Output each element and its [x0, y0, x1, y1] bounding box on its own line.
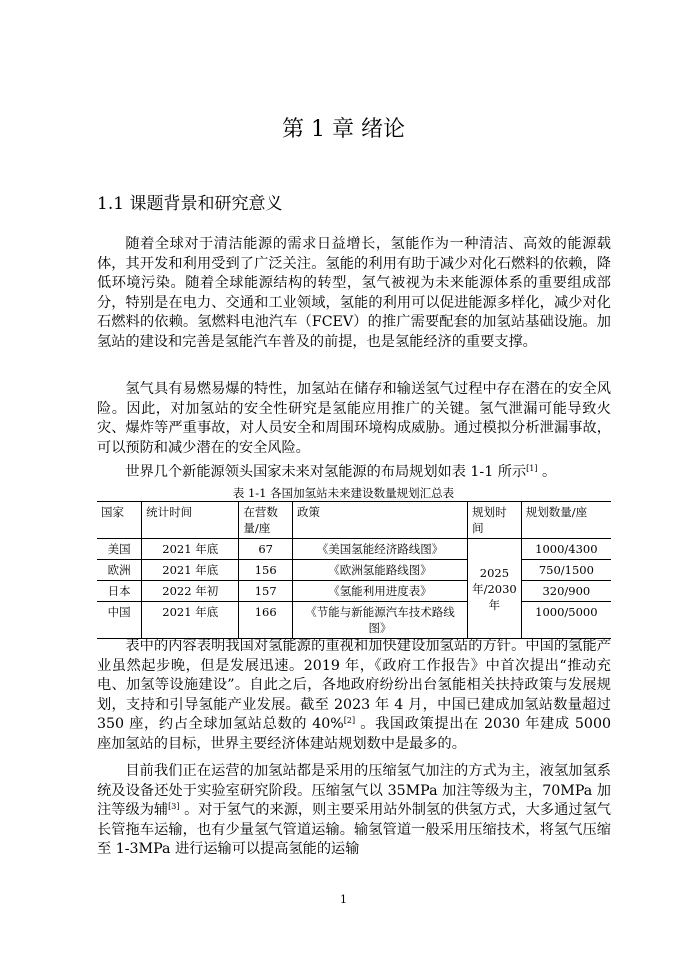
header-plan-time: 规划时间 — [468, 502, 522, 539]
table-row — [97, 602, 611, 639]
paragraph-background: 随着全球对于清洁能源的需求日益增长，氢能作为一种清洁、高效的能源载体，其开发和利用受到了广泛关注。氢能的利用有助于减少对化石燃料的依赖，降低环境污染。随着全球能源结构的转型，氢气被视为未来能源体系的重要组成部分，特别是在电力、交通和工业领域，氢能的利用可以促进能源多样化，减少对化石燃料的依赖。氢燃料电池汽车（FCEV）的推广需要配套的加氢站基础设施。加氢站的建设和完善是氢能汽车普及的前提，也是氢能经济的重要支撑。 — [97, 236, 611, 350]
table-row — [97, 560, 611, 581]
cell-operating-count: 157 — [239, 581, 293, 602]
cell-plan-year: 2025年/2030年 — [468, 539, 522, 639]
cell-operating-count: 166 — [239, 602, 293, 639]
cell-country: 中国 — [97, 602, 142, 639]
header-plan-count: 规划数量/座 — [521, 502, 611, 539]
paragraph-text: 。对于氢气的来源，则主要采用站外制氢的供氢方式，大多通过氢气长管拖车运输，也有少量氢气管道运输。输氢管道一般采用压缩技术，将氢气压缩至 1-3MPa 进行运输可以提高氢能的运输 — [97, 802, 611, 858]
cell-policy: 《美国氢能经济路线图》 — [293, 539, 468, 560]
paragraph-safety: 氢气具有易燃易爆的特性，加氢站在储存和输送氢气过程中存在潜在的安全风险。因此，对加氢站的安全性研究是氢能应用推广的关键。氢气泄漏可能导致火灾、爆炸等严重事故，对人员安全和周围环境构成威胁。通过模拟分析泄漏事故，可以预防和减少潜在的安全风险。 — [97, 381, 611, 456]
cell-policy: 《节能与新能源汽车技术路线图》 — [293, 602, 468, 639]
paragraph-policy — [97, 637, 611, 755]
header-country: 国家 — [97, 502, 142, 539]
cell-plan-count: 1000/4300 — [521, 539, 611, 560]
cell-operating-count: 156 — [239, 560, 293, 581]
citation-ref: [1] — [526, 464, 538, 473]
table-row — [97, 581, 611, 602]
cell-country: 欧洲 — [97, 560, 142, 581]
cell-plan-count: 750/1500 — [521, 560, 611, 581]
cell-country: 日本 — [97, 581, 142, 602]
cell-plan-count: 320/900 — [521, 581, 611, 602]
cell-stat-time: 2022 年初 — [142, 581, 239, 602]
header-policy: 政策 — [293, 502, 468, 539]
table-caption: 表 1-1 各国加氢站未来建设数量规划汇总表 — [232, 486, 455, 500]
paragraph-text: 表中的内容表明我国对氢能源的重视和加快建设加氢站的方针。中国的氢能产业虽然起步晚，但是发展迅速。2019 年，《政府工作报告》中首次提出“推动充电、加氢等设施建设”。自此之后，各地政府纷纷出台氢能相关扶持政策与发展规划，支持和引导氢能产业发展。截至 2023 年 4 月，中国已建成加氢站数量超过 350 座，约占全球加氢站总数的 40% — [97, 638, 611, 733]
cell-stat-time: 2021 年底 — [142, 560, 239, 581]
paragraph-text: 。 — [537, 464, 557, 480]
cell-policy: 《氢能利用进度表》 — [293, 581, 468, 602]
paragraph-text: 目前我们正在运营的加氢站都是采用的压缩氢气加注的方式为主，液氢加氢系统及设备还处于实验室研究阶段。压缩氢气以 35MPa 加注等级为主，70MPa 加注等级为辅 — [97, 763, 611, 819]
cell-operating-count: 67 — [239, 539, 293, 560]
citation-ref: [3] — [168, 802, 180, 812]
paragraph-current-status — [97, 762, 611, 860]
section-title: 1.1 课题背景和研究意义 — [97, 194, 283, 214]
page-number: 1 — [340, 893, 347, 906]
cell-stat-time: 2021 年底 — [142, 539, 239, 560]
header-operating-count: 在营数量/座 — [239, 502, 293, 539]
cell-policy: 《欧洲氢能路线图》 — [293, 560, 468, 581]
cell-stat-time: 2021 年底 — [142, 602, 239, 639]
paragraph-text: 世界几个新能源领头国家未来对氢能源的布局规划如表 1-1 所示 — [125, 464, 527, 480]
cell-plan-count: 1000/5000 — [521, 602, 611, 639]
header-stat-time: 统计时间 — [142, 502, 239, 539]
chapter-title: 第 1 章 绪论 — [282, 117, 405, 142]
cell-country: 美国 — [97, 539, 142, 560]
table-header-row — [97, 502, 611, 539]
table-row — [97, 539, 611, 560]
hydrogen-station-plan-table — [97, 501, 611, 639]
paragraph-table-intro — [97, 463, 611, 483]
citation-ref: [2] — [343, 716, 356, 726]
paragraph-text: 。我国政策提出在 2030 年建成 5000 座加氢站的目标，世界主要经济体建站规划数中是最多的。 — [97, 716, 611, 752]
